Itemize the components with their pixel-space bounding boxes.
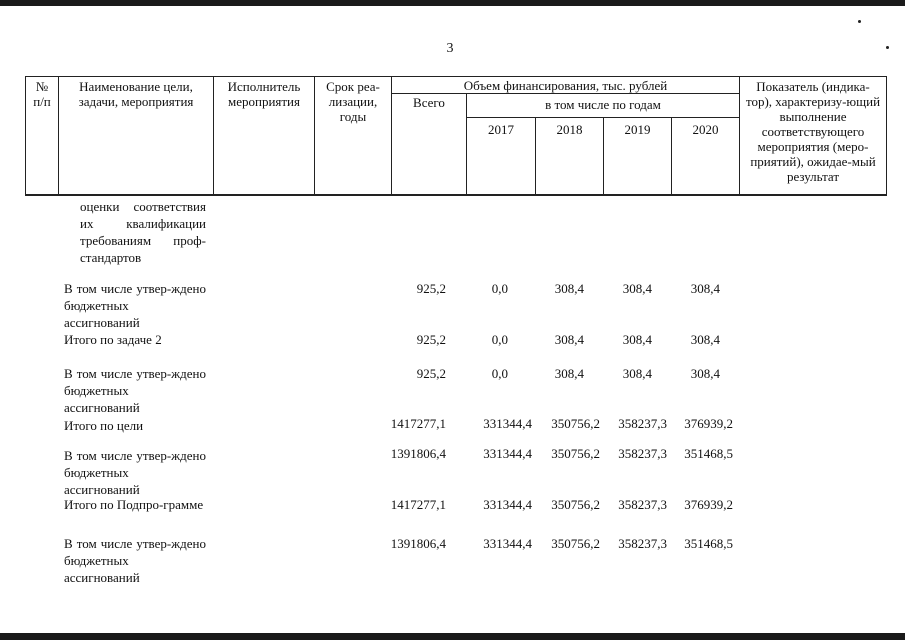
- row-2017: 331344,4: [483, 497, 532, 512]
- row-2019: 308,4: [622, 281, 652, 296]
- row-2020: 351468,5: [684, 536, 733, 551]
- scan-speck: [886, 46, 889, 49]
- row-2017: 331344,4: [483, 446, 532, 461]
- header-col-total: Всего: [392, 94, 467, 195]
- row-name: Итого по цели: [64, 418, 144, 433]
- row-2019: 358237,3: [618, 536, 667, 551]
- header-year-2018: 2018: [536, 118, 604, 195]
- header-col-term: Срок реа-лизации, годы: [315, 77, 392, 195]
- header-col-indicator: Показатель (индика-тор), характеризу-ющий выполнение соответствующего мероприятия (меро-приятий), ожидае-мый результат: [740, 77, 886, 195]
- header-col-name: Наименование цели, задачи, мероприятия: [59, 77, 214, 195]
- header-year-2019: 2019: [604, 118, 672, 195]
- row-2017: 331344,4: [483, 536, 532, 551]
- table-header: [25, 76, 887, 196]
- row-2018: 350756,2: [551, 536, 600, 551]
- row-2019: 358237,3: [618, 446, 667, 461]
- row-name: оценки соответствия их квалификации требованиям проф-стандартов: [80, 199, 206, 265]
- header-col-executor: Исполнитель мероприятия: [214, 77, 315, 195]
- row-2017: 0,0: [491, 281, 508, 296]
- row-name: В том числе утвер-ждено бюджетных ассигнований: [64, 366, 206, 415]
- row-2019: 358237,3: [618, 497, 667, 512]
- row-2018: 350756,2: [551, 446, 600, 461]
- scan-bottom-border: [0, 633, 905, 640]
- header-year-2017: 2017: [467, 118, 536, 195]
- row-2018: 350756,2: [551, 416, 600, 431]
- row-2019: 358237,3: [618, 416, 667, 431]
- row-total: 925,2: [416, 281, 446, 296]
- row-total: 925,2: [416, 332, 446, 347]
- scan-speck: [858, 20, 861, 23]
- row-2017: 331344,4: [483, 416, 532, 431]
- header-year-2020: 2020: [672, 118, 740, 195]
- row-name: Итого по задаче 2: [64, 332, 162, 347]
- row-2018: 308,4: [554, 332, 584, 347]
- row-2020: 308,4: [690, 366, 720, 381]
- row-2019: 308,4: [622, 332, 652, 347]
- row-2020: 376939,2: [684, 416, 733, 431]
- row-name: В том числе утвер-ждено бюджетных ассигнований: [64, 536, 206, 585]
- row-2018: 350756,2: [551, 497, 600, 512]
- row-2018: 308,4: [554, 281, 584, 296]
- row-2017: 0,0: [491, 366, 508, 381]
- header-col-financing: Объем финансирования, тыс. рублей: [392, 77, 740, 94]
- header-col-by-years: в том числе по годам: [467, 94, 740, 118]
- scan-top-border: [0, 0, 905, 6]
- header-col-num: № п/п: [26, 77, 59, 195]
- row-total: 1391806,4: [390, 536, 446, 551]
- row-name: Итого по Подпро-грамме: [64, 497, 204, 512]
- row-2020: 308,4: [690, 332, 720, 347]
- row-name: В том числе утвер-ждено бюджетных ассигнований: [64, 448, 206, 497]
- row-total: 1417277,1: [390, 416, 446, 431]
- row-total: 925,2: [416, 366, 446, 381]
- row-2018: 308,4: [554, 366, 584, 381]
- row-2017: 0,0: [491, 332, 508, 347]
- row-2019: 308,4: [622, 366, 652, 381]
- page-number: 3: [446, 41, 454, 56]
- row-2020: 376939,2: [684, 497, 733, 512]
- row-total: 1417277,1: [390, 497, 446, 512]
- row-name: В том числе утвер-ждено бюджетных ассигнований: [64, 281, 206, 330]
- row-2020: 308,4: [690, 281, 720, 296]
- row-2020: 351468,5: [684, 446, 733, 461]
- row-total: 1391806,4: [390, 446, 446, 461]
